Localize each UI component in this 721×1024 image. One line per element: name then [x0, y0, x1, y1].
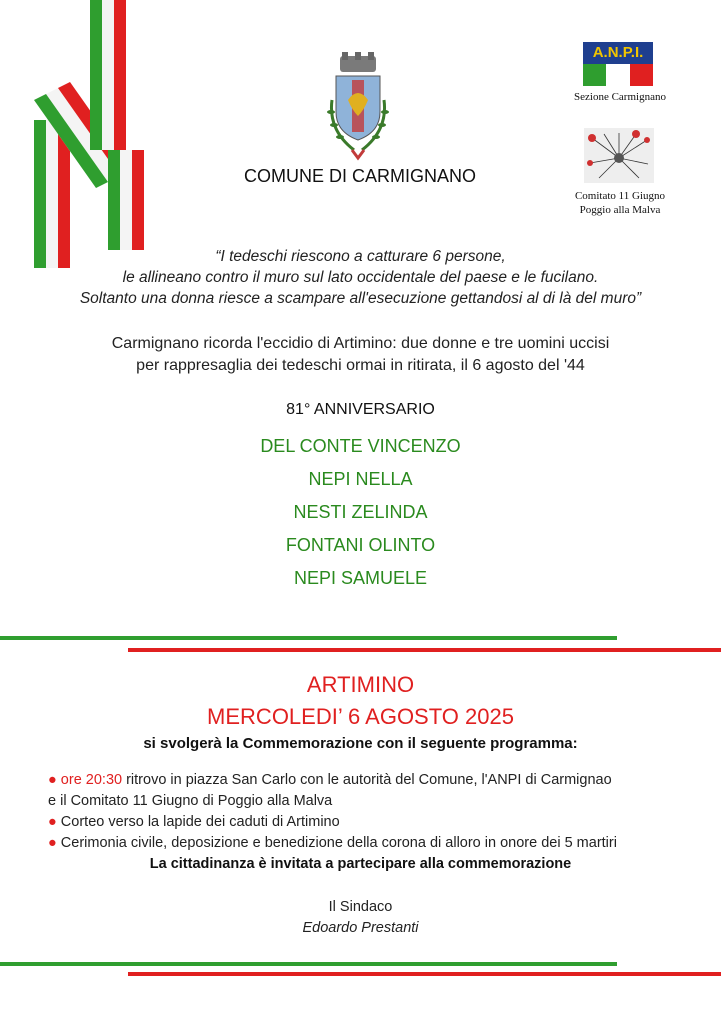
divider-green-bottom	[0, 962, 617, 966]
divider-green-top	[0, 636, 617, 640]
signature-name: Edoardo Prestanti	[302, 920, 419, 936]
victim-name: NEPI NELLA	[308, 469, 413, 489]
program-item-2	[48, 812, 708, 833]
program-list	[48, 770, 708, 854]
victim-name: NESTI ZELINDA	[293, 502, 428, 522]
comune-crest-emblem	[318, 50, 398, 165]
quote-line-1: “I tedeschi riescono a catturare 6 persone,	[215, 248, 506, 265]
tricolore-ribbon-decoration	[28, 0, 158, 270]
anpi-caption: Sezione Carmignano	[574, 91, 666, 103]
comitato-logo-image	[584, 128, 654, 183]
program-time: ore 20:30	[60, 772, 123, 788]
event-place: ARTIMINO	[306, 672, 415, 697]
signature-role: Il Sindaco	[328, 899, 393, 915]
victim-name: NEPI SAMUELE	[293, 568, 428, 588]
intro-line-2: per rappresaglia dei tedeschi ormai in ritirata, il 6 agosto del '44	[136, 357, 585, 374]
anpi-logo	[583, 42, 653, 86]
victim-name: DEL CONTE VINCENZO	[260, 436, 461, 456]
program-item-3	[48, 833, 708, 854]
bullet-icon: ●	[48, 772, 57, 788]
intro-line-1: Carmignano ricorda l'eccidio di Artimino: due donne e tre uomini uccisi	[111, 335, 610, 352]
comitato-caption-line2: Poggio alla Malva	[579, 204, 661, 216]
victim-name: FONTANI OLINTO	[285, 535, 436, 555]
program-item-2-text: Corteo verso la lapide dei caduti di Artimino	[60, 814, 340, 830]
quote-line-3: Soltanto una donna riesce a scampare all'esecuzione gettandosi al di là del muro”	[79, 290, 642, 307]
intro-text	[20, 333, 701, 377]
quote-line-2: le allineano contro il muro sul lato occidentale del paese e le fucilano.	[122, 269, 599, 286]
program-intro: si svolgerà la Commemorazione con il seguente programma:	[143, 735, 578, 752]
program-item-1-continuation: e il Comitato 11 Giugno di Poggio alla Malva	[48, 793, 333, 809]
program-item-3-text: Cerimonia civile, deposizione e benedizione della corona di alloro in onore dei 5 martiri	[60, 835, 617, 851]
comune-title: COMUNE DI CARMIGNANO	[243, 166, 476, 186]
program-item-1	[48, 770, 708, 791]
comitato-caption-line1: Comitato 11 Giugno	[574, 190, 666, 202]
victims-list	[20, 430, 701, 595]
bullet-icon: ●	[48, 814, 57, 830]
divider-red-bottom	[128, 972, 721, 976]
event-date: MERCOLEDI’ 6 AGOSTO 2025	[207, 704, 514, 729]
invitation-text: La cittadinanza è invitata a partecipare alla commemorazione	[149, 856, 572, 872]
bullet-icon: ●	[48, 835, 57, 851]
historical-quote	[20, 246, 701, 309]
anpi-logo-text: A.N.P.I.	[592, 44, 644, 61]
program-item-1-text: ritrovo in piazza San Carlo con le autorità del Comune, l'ANPI di Carmignao	[122, 772, 612, 788]
comitato-caption	[545, 189, 695, 217]
divider-red-top	[128, 648, 721, 652]
anniversary-label: 81° ANNIVERSARIO	[286, 401, 435, 418]
